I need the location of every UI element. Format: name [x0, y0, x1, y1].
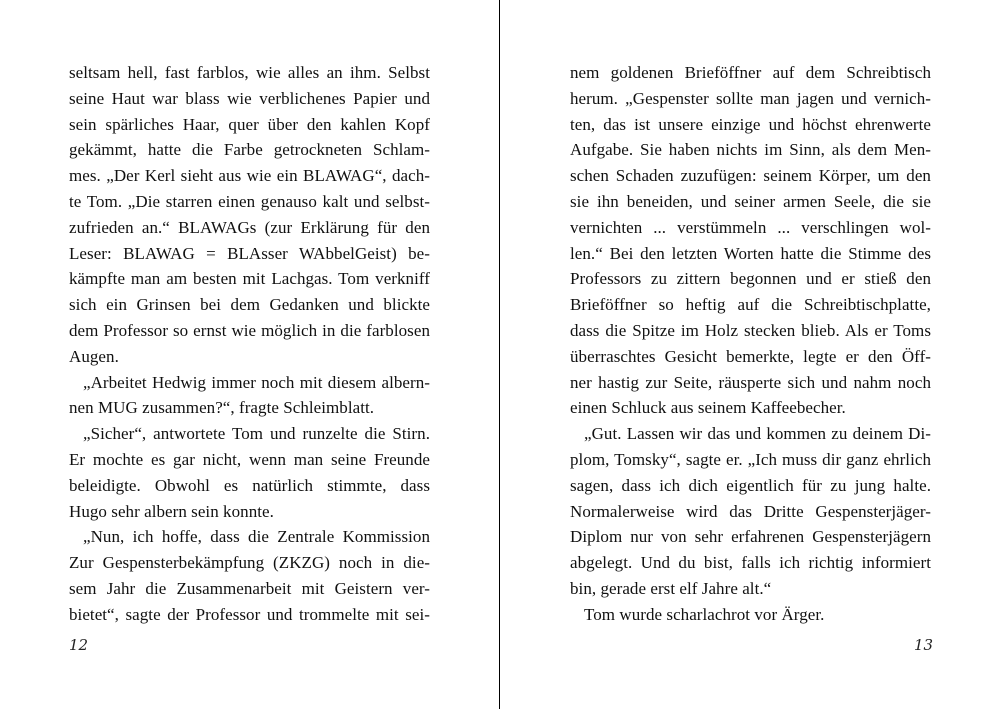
text-line: len.“ Bei den letzten Worten hatte die Stimme des: [570, 243, 931, 263]
text-line: seine Haut war blass wie verblichenes Papier und: [69, 88, 430, 108]
text-line: gekämmt, hatte die Farbe getrockneten Schlam-: [69, 140, 430, 160]
right-page-number: 13: [914, 636, 934, 654]
text-line: sagen, dass ich dich eigentlich für zu jung halte.: [570, 475, 931, 495]
text-line: mes. „Der Kerl sieht aus wie ein BLAWAG“, dach-: [69, 166, 430, 186]
text-line: Leser: BLAWAG = BLAsser WAbbelGeist) be-: [69, 243, 430, 263]
text-line: „Arbeitet Hedwig immer noch mit diesem albern-: [83, 372, 430, 392]
text-line: abgelegt. Und du bist, falls ich richtig informiert: [570, 553, 931, 573]
text-line: sein spärliches Haar, quer über den kahlen Kopf: [69, 114, 430, 134]
text-line: zufrieden an.“ BLAWAGs (zur Erklärung für den: [69, 217, 430, 237]
text-line: schen Schaden zuzufügen: seinem Körper, um den: [570, 166, 931, 186]
text-line: Er mochte es gar nicht, wenn man seine Freunde: [69, 449, 430, 469]
left-page: [0, 0, 499, 709]
text-line: bietet“, sagte der Professor und trommelte mit sei-: [69, 604, 430, 624]
text-line: ten, das ist unsere einzige und höchst ehrenwerte: [570, 114, 931, 134]
text-line: Diplom nur von sehr erfahrenen Gespensterjägern: [570, 527, 931, 547]
text-line: beleidigte. Obwohl es natürlich stimmte, dass: [69, 475, 430, 495]
text-line: te Tom. „Die starren einen genauso kalt und selbst-: [69, 191, 430, 211]
text-line: kämpfte man am besten mit Lachgas. Tom verkniff: [69, 269, 430, 289]
text-line: nen MUG zusammen?“, fragte Schleimblatt.: [69, 398, 375, 418]
text-line: „Sicher“, antwortete Tom und runzelte die Stirn.: [83, 424, 430, 444]
text-line: Hugo sehr albern sein konnte.: [69, 501, 274, 521]
text-line: bin, gerade erst elf Jahre alt.“: [570, 578, 772, 598]
text-line: einen Schluck aus seinem Kaffeebecher.: [570, 398, 846, 418]
text-line: sich ein Grinsen bei dem Gedanken und blickte: [69, 295, 430, 315]
right-page-text: [570, 60, 931, 628]
text-line: plom, Tomsky“, sagte er. „Ich muss dir ganz ehrlich: [570, 449, 931, 469]
text-line: herum. „Gespenster sollte man jagen und vernich-: [570, 88, 931, 108]
text-line: sem Jahr die Zusammenarbeit mit Geistern ver-: [69, 578, 430, 598]
text-line: sie ihn beneiden, und seiner armen Seele, die sie: [570, 191, 931, 211]
text-line: Tom wurde scharlachrot vor Ärger.: [584, 604, 825, 624]
text-line: Brieföffner so heftig auf die Schreibtischplatte,: [570, 295, 931, 315]
text-line: Professors zu zittern begonnen und er stieß den: [570, 269, 931, 289]
text-line: „Nun, ich hoffe, dass die Zentrale Kommission: [83, 527, 430, 547]
left-page-text: [69, 60, 430, 628]
text-line: „Gut. Lassen wir das und kommen zu deinem Di-: [584, 424, 931, 444]
right-page: [500, 0, 1000, 709]
text-line: Normalerweise wird das Dritte Gespensterjäger-: [570, 501, 931, 521]
text-line: überraschtes Gesicht bemerkte, legte er den Öff-: [570, 346, 931, 366]
text-line: seltsam hell, fast farblos, wie alles an ihm. Selbst: [69, 63, 430, 82]
text-line: Aufgabe. Sie haben nichts im Sinn, als dem Men-: [570, 140, 931, 160]
text-line: dem Professor so ernst wie möglich in die farblosen: [69, 320, 430, 340]
text-line: nem goldenen Brieföffner auf dem Schreibtisch: [570, 63, 931, 82]
text-line: Zur Gespensterbekämpfung (ZKZG) noch in die-: [69, 553, 430, 573]
text-line: vernichten ... verstümmeln ... verschlingen wol-: [570, 217, 931, 237]
text-line: Augen.: [69, 346, 119, 366]
text-line: ner hastig zur Seite, räusperte sich und nahm noch: [570, 372, 931, 392]
text-line: dass die Spitze im Holz stecken blieb. Als er Toms: [570, 320, 931, 340]
left-page-number: 12: [69, 636, 89, 654]
